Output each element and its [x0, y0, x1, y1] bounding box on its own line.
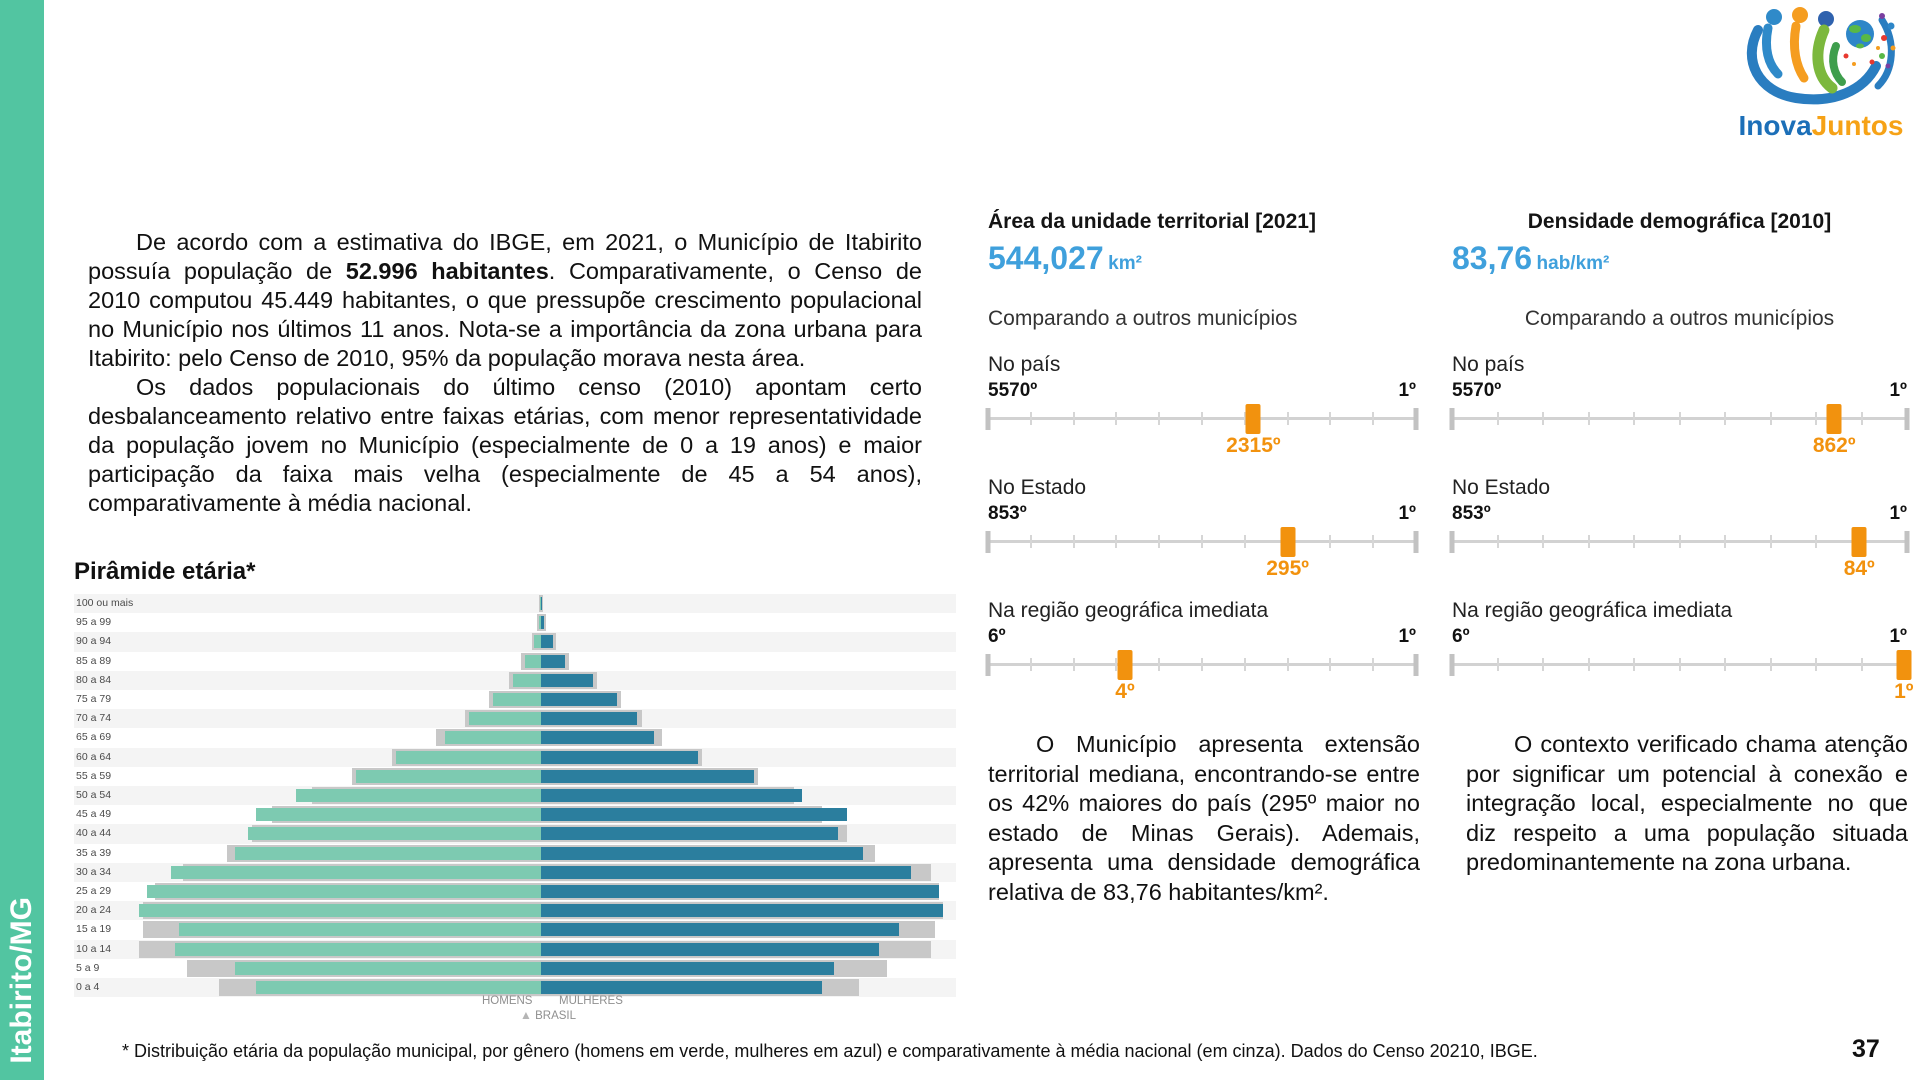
pyramid-row: [74, 844, 956, 863]
pyramid-bar-homens: [256, 808, 541, 821]
slider-tick: [1861, 658, 1863, 671]
stat-value: 544,027: [988, 240, 1104, 276]
slider-tick: [1497, 658, 1499, 671]
pyramid-age-label: 55 a 59: [76, 769, 112, 782]
slider-tick: [1633, 535, 1635, 548]
pyramid-row: [74, 940, 956, 959]
slider-tick: [1030, 658, 1032, 671]
slider-track: [1452, 650, 1914, 708]
pyramid-age-label: 40 a 44: [76, 827, 112, 840]
slider-min: 5570º: [1452, 380, 1502, 401]
slider-marker: [1280, 527, 1295, 557]
slider-marker-value: 1º: [1894, 680, 1914, 703]
slider-tick: [1372, 535, 1374, 548]
slider-tick: [1287, 412, 1289, 425]
slider-tick: [1158, 412, 1160, 425]
slider-max: 1º: [1398, 503, 1416, 524]
slider-tick: [1770, 412, 1772, 425]
pyramid-bar-homens: [235, 847, 541, 860]
slider-endcap-left: [986, 654, 991, 676]
pyramid-row: [74, 901, 956, 920]
slider-endcap-left: [986, 531, 991, 553]
pyramid-bar-homens: [445, 731, 541, 744]
panel-title: Área da unidade territorial [2021]: [988, 210, 1316, 233]
pyramid-age-label: 5 a 9: [76, 961, 100, 974]
pyramid-age-label: 0 a 4: [76, 981, 100, 993]
pyramid-bar-homens: [296, 789, 541, 802]
slider-endcap-right: [1414, 531, 1419, 553]
pyramid-bar-homens: [525, 655, 541, 668]
slider-marker-value: 2315º: [1226, 434, 1281, 457]
intro-text: [88, 228, 922, 518]
slider-tick: [1244, 658, 1246, 671]
rank-slider-region: [988, 599, 1416, 708]
slider-tick: [1633, 658, 1635, 671]
slider-max: 1º: [1398, 380, 1416, 401]
slider-min: 6º: [988, 626, 1006, 647]
stat-line: [988, 240, 1416, 277]
rank-slider-state: [988, 476, 1416, 585]
slider-tick: [1372, 658, 1374, 671]
slider-tick: [1679, 535, 1681, 548]
pyramid-row: [74, 632, 956, 651]
slider-endcap-right: [1414, 408, 1419, 430]
pyramid-age-label: 25 a 29: [76, 885, 112, 897]
pyramid-bar-homens: [235, 962, 541, 975]
pyramid-bar-mulheres: [541, 904, 943, 917]
logo-inova: Inova: [1738, 110, 1812, 141]
stat-line: [1452, 240, 1907, 277]
intro-p1-population-bold: 52.996 habitantes: [345, 258, 549, 284]
slider-track: [1452, 404, 1907, 462]
sidebar-municipality-label: Itabirito/MG: [5, 897, 38, 1064]
pyramid-rows: [74, 594, 956, 998]
rank-slider-country: [1452, 353, 1907, 462]
slider-tick: [1542, 535, 1544, 548]
stat-value: 83,76: [1452, 240, 1533, 276]
slider-tick: [1815, 658, 1817, 671]
pyramid-age-label: 75 a 79: [76, 693, 112, 705]
intro-paragraph-1: [88, 228, 922, 373]
commentary-territorial: [988, 730, 1420, 907]
slider-tick: [1329, 412, 1331, 425]
pyramid-row: [74, 863, 956, 882]
slider-max: 1º: [1889, 503, 1907, 524]
pyramid-bar-homens: [469, 712, 541, 725]
slider-tick: [1158, 535, 1160, 548]
slider-tick: [1724, 412, 1726, 425]
slider-tick: [1073, 658, 1075, 671]
slider-marker: [1246, 404, 1261, 434]
pyramid-age-label: 50 a 54: [76, 789, 112, 801]
pyramid-age-label: 70 a 74: [76, 712, 112, 725]
slider-tick: [1201, 658, 1203, 671]
slider-endcap-left: [1450, 408, 1455, 430]
pyramid-bar-homens: [493, 693, 541, 706]
slider-marker: [1896, 650, 1911, 680]
slider-endcap-left: [986, 408, 991, 430]
slider-marker-value: 862º: [1812, 434, 1856, 457]
slider-max: 1º: [1889, 626, 1907, 647]
slider-track: [988, 404, 1416, 462]
sidebar: [0, 0, 44, 1080]
slider-label: No Estado: [1452, 476, 1551, 499]
pyramid-age-label: 45 a 49: [76, 808, 112, 821]
slider-tick: [1329, 658, 1331, 671]
slider-tick: [1815, 412, 1817, 425]
pyramid-bar-mulheres: [541, 847, 863, 860]
page-number: 37: [1852, 1035, 1880, 1063]
slider-min: 853º: [1452, 503, 1491, 524]
intro-paragraph-2: Os dados populacionais do último censo (2010) apontam certo desbalanceamento relativo entre faixas etárias, com menor representatividade da população jovem no Município (especialmente de 0 a 19 anos) e maior participação da faixa mais velha (especialmente de 45 a 54 anos), comparativamente à média nacional.: [88, 374, 922, 516]
pyramid-bar-mulheres: [541, 655, 565, 668]
slider-endcap-left: [1450, 654, 1455, 676]
pyramid-bar-homens: [256, 981, 541, 994]
commentary-territorial-text: O Município apresenta extensão territorial mediana, encontrando-se entre os 42% maiores do país (295º maior no estado de Minas Gerais). Ademais, apresenta uma densidade demográfica relativa de 83,76 habitantes/km².: [988, 731, 1420, 905]
slider-tick: [1201, 535, 1203, 548]
pyramid-age-label: 100 ou mais: [76, 597, 134, 609]
pyramid-age-label: 20 a 24: [76, 904, 112, 917]
pyramid-bar-homens: [248, 827, 541, 840]
slider-tick: [1633, 412, 1635, 425]
pyramid-bar-mulheres: [541, 866, 911, 879]
pyramid-bar-mulheres: [541, 751, 698, 764]
slider-tick: [1861, 412, 1863, 425]
slider-track: [1452, 527, 1907, 585]
pyramid-row: [74, 613, 956, 632]
pyramid-bar-mulheres: [541, 943, 879, 956]
pyramid-bar-homens: [396, 751, 541, 764]
rank-slider-region: [1452, 599, 1914, 708]
slider-tick: [1115, 535, 1117, 548]
slider-tick: [1588, 658, 1590, 671]
pyramid-bar-mulheres: [541, 885, 939, 898]
pyramid-age-label: 65 a 69: [76, 731, 112, 744]
panel-demographic-density: [1452, 210, 1914, 708]
slider-marker-value: 84º: [1843, 557, 1875, 580]
slider-endcap-right: [1905, 531, 1910, 553]
slider-min: 5570º: [988, 380, 1038, 401]
slider-tick: [1815, 535, 1817, 548]
rank-slider-country: [988, 353, 1416, 462]
slider-tick: [1115, 412, 1117, 425]
compare-heading: Comparando a outros municípios: [988, 307, 1298, 330]
slider-tick: [1724, 658, 1726, 671]
pyramid-row: [74, 671, 956, 690]
commentary-density-text: O contexto verificado chama atenção por significar um potencial à conexão e integração local, especialmente no que diz respeito a uma população situada predominantemente na zona urbana.: [1466, 731, 1908, 875]
slider-tick: [1073, 535, 1075, 548]
pyramid-row: [74, 786, 956, 805]
pyramid-bar-mulheres: [541, 923, 899, 936]
slider-marker: [1827, 404, 1842, 434]
slider-tick: [1030, 412, 1032, 425]
slider-tick: [1724, 535, 1726, 548]
inovajuntos-logo-text: [1730, 110, 1912, 141]
slider-label: No Estado: [988, 476, 1087, 499]
pyramid-bar-homens: [175, 943, 541, 956]
slider-tick: [1679, 412, 1681, 425]
commentary-density: [1466, 730, 1908, 878]
pyramid-bar-mulheres: [541, 616, 544, 629]
pyramid-bar-mulheres: [541, 808, 847, 821]
slider-tick: [1201, 412, 1203, 425]
pyramid-row: [74, 767, 956, 786]
slider-marker: [1117, 650, 1132, 680]
stat-unit: hab/km²: [1536, 253, 1610, 274]
pyramid-row: [74, 748, 956, 767]
pyramid-bar-homens: [171, 866, 541, 879]
pyramid-bar-mulheres: [541, 635, 553, 648]
pyramid-age-label: 30 a 34: [76, 865, 112, 878]
panel-title: Densidade demográfica [2010]: [1527, 210, 1832, 233]
pyramid-bar-mulheres: [541, 693, 617, 706]
compare-heading: Comparando a outros municípios: [1524, 307, 1835, 330]
slider-tick: [1073, 412, 1075, 425]
slider-tick: [1588, 535, 1590, 548]
logo-juntos: Juntos: [1811, 110, 1904, 141]
pyramid-age-label: 80 a 84: [76, 673, 112, 686]
pyramid-bar-mulheres: [541, 981, 822, 994]
pyramid-age-label: 60 a 64: [76, 750, 112, 763]
pyramid-bar-mulheres: [541, 731, 654, 744]
pyramid-age-label: 15 a 19: [76, 923, 112, 936]
pyramid-bar-mulheres: [541, 827, 838, 840]
brasil-triangle-icon: ▲: [520, 1008, 532, 1022]
stat-unit: km²: [1108, 253, 1142, 274]
slider-tick: [1244, 535, 1246, 548]
pyramid-bar-mulheres: [541, 789, 802, 802]
pyramid-bar-homens: [179, 923, 541, 936]
inovajuntos-logo: [1730, 4, 1912, 139]
slider-tick: [1679, 658, 1681, 671]
pyramid-age-label: 95 a 99: [76, 616, 112, 629]
intro-p1-start: De acordo com a estimativa do IBGE, em 2021, o Município de Itabirito possuía população de: [88, 229, 922, 284]
pyramid-age-label: 10 a 14: [76, 942, 112, 955]
pyramid-row: [74, 594, 956, 613]
pyramid-bar-mulheres: [541, 712, 637, 725]
panel-territorial-area: [988, 210, 1416, 708]
slider-endcap-left: [1450, 531, 1455, 553]
slider-max: 1º: [1398, 626, 1416, 647]
slider-tick: [1588, 412, 1590, 425]
slider-label: Na região geográfica imediata: [988, 599, 1269, 622]
pyramid-bar-homens: [356, 770, 541, 783]
intro-p1-end: . Comparativamente, o Censo de 2010 computou 45.449 habitantes, o que pressupõe crescimento populacional no Município nos últimos 11 anos. Nota-se a importância da zona urbana para Itabirito: pelo Censo de 2010, 95% da população morava nesta área.: [88, 258, 922, 371]
slider-max: 1º: [1889, 380, 1907, 401]
pyramid-bar-homens: [139, 904, 541, 917]
pyramid-row: [74, 920, 956, 939]
pyramid-bar-mulheres: [541, 962, 834, 975]
pyramid-bar-mulheres: [541, 674, 593, 687]
slider-endcap-right: [1414, 654, 1419, 676]
legend-homens: HOMENS: [482, 995, 533, 1007]
slider-tick: [1497, 535, 1499, 548]
pyramid-age-label: 90 a 94: [76, 635, 112, 648]
slider-min: 6º: [1452, 626, 1470, 647]
slider-tick: [1497, 412, 1499, 425]
slider-tick: [1542, 412, 1544, 425]
footnote: * Distribuição etária da população municipal, por gênero (homens em verde, mulheres em azul) e comparativamente à média nacional (em cinza). Dados do Censo 20210, IBGE.: [122, 1041, 1538, 1061]
legend-brasil-label: BRASIL: [535, 1010, 577, 1022]
pyramid-chart: [74, 594, 956, 1030]
slider-track: [988, 527, 1416, 585]
slider-label: Na região geográfica imediata: [1452, 599, 1733, 622]
slider-label: No país: [988, 353, 1061, 376]
slider-tick: [1542, 658, 1544, 671]
slider-marker-value: 4º: [1115, 680, 1135, 703]
slider-label: No país: [1452, 353, 1525, 376]
slider-tick: [1770, 535, 1772, 548]
rank-slider-state: [1452, 476, 1907, 585]
pyramid-bar-mulheres: [541, 770, 754, 783]
slider-min: 853º: [988, 503, 1027, 524]
legend-mulheres: MULHERES: [559, 995, 623, 1007]
pyramid-row: [74, 728, 956, 747]
slider-tick: [1158, 658, 1160, 671]
pyramid-bar-homens: [147, 885, 541, 898]
slider-track: [988, 650, 1416, 708]
pyramid-bar-homens: [513, 674, 541, 687]
inovajuntos-logo-icon: [1736, 4, 1906, 108]
slider-tick: [1372, 412, 1374, 425]
pyramid-title: Pirâmide etária*: [74, 558, 256, 585]
pyramid-age-label: 35 a 39: [76, 846, 112, 859]
pyramid-row: [74, 882, 956, 901]
slider-marker-value: 295º: [1266, 557, 1309, 580]
slider-tick: [1287, 658, 1289, 671]
pyramid-bar-homens: [534, 635, 541, 648]
pyramid-row: [74, 959, 956, 978]
pyramid-row: [74, 805, 956, 824]
pyramid-bar-mulheres: [541, 597, 542, 610]
pyramid-row: [74, 824, 956, 843]
slider-tick: [1329, 535, 1331, 548]
slider-endcap-right: [1905, 408, 1910, 430]
slider-tick: [1770, 658, 1772, 671]
pyramid-row: [74, 709, 956, 728]
pyramid-row: [74, 690, 956, 709]
pyramid-row: [74, 652, 956, 671]
slider-tick: [1030, 535, 1032, 548]
legend-brasil: [520, 1008, 576, 1022]
slider-marker: [1852, 527, 1867, 557]
pyramid-age-label: 85 a 89: [76, 654, 112, 667]
